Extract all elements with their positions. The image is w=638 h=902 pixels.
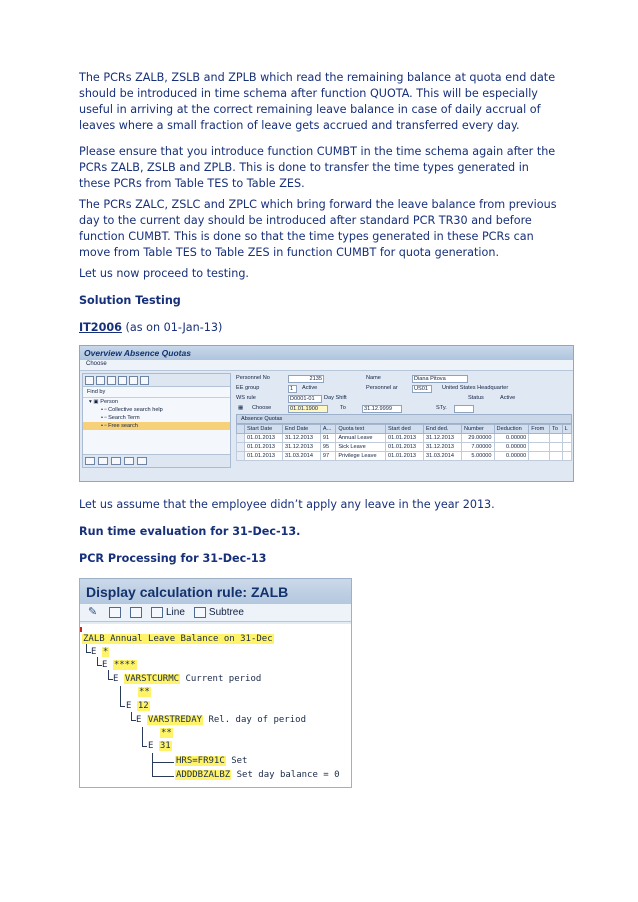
filter-icon[interactable] (98, 457, 108, 465)
status-value: Active (500, 395, 516, 401)
settings-icon[interactable] (140, 376, 149, 385)
absence-quotas-title: Absence Quotas (236, 414, 572, 424)
cell (529, 443, 550, 452)
display-change-icon[interactable]: ✎ (88, 606, 98, 618)
line-icon (151, 607, 163, 618)
it-date: (as on 01-Jan-13) (121, 321, 223, 334)
rule-node-12[interactable]: E 12 (126, 701, 149, 711)
print-icon[interactable] (129, 376, 138, 385)
personnel-no-label: Personnel No (236, 375, 270, 381)
row-selector[interactable] (237, 434, 245, 443)
sap2-toolbar (80, 604, 351, 622)
choose-label: Choose (252, 405, 272, 411)
rule-node-varstcurmc[interactable]: E VARSTCURMC Current period (113, 674, 262, 684)
status-label: Status (468, 395, 484, 401)
cell (529, 452, 550, 461)
col-header[interactable]: Quota text (336, 425, 386, 434)
export-icon[interactable] (124, 457, 134, 465)
personnel-no-field[interactable]: 2135 (288, 375, 324, 383)
grid-icon[interactable] (85, 457, 95, 465)
cell: 0.00000 (494, 452, 529, 461)
choose-to-field[interactable]: 31.12.9999 (362, 405, 402, 413)
rule-node-four-stars[interactable]: E **** (102, 660, 136, 670)
sap2-title: Display calculation rule: ZALB (80, 579, 351, 604)
paragraph-no-leave: Let us assume that the employee didn’t apply any leave in the year 2013. (79, 498, 495, 511)
subtree-button[interactable]: Subtree (194, 607, 244, 618)
heading-pcr-processing: PCR Processing for 31-Dec-13 (79, 552, 267, 565)
find-by-label: Find by (83, 387, 230, 398)
col-header[interactable]: Start ded (386, 425, 424, 434)
ws-rule-text: Day Shift (324, 395, 347, 401)
col-header[interactable]: To (550, 425, 563, 434)
cell: Sick Leave (336, 443, 386, 452)
rule-node-star[interactable]: E * (91, 647, 109, 657)
cell: 31.12.2013 (424, 434, 462, 443)
pers-area-label: Personnel ar (366, 385, 398, 391)
cell: 31.03.2014 (282, 452, 320, 461)
save-icon[interactable] (118, 376, 127, 385)
table-row[interactable] (237, 434, 572, 443)
rule-node-varstreday[interactable]: E VARSTREDAY Rel. day of period (136, 715, 306, 725)
search-tree (83, 398, 230, 430)
object-manager-bottom-toolbar (83, 454, 230, 467)
cell: 97 (320, 452, 335, 461)
ee-group-code[interactable]: 1 (288, 385, 297, 393)
cell: 01.01.2013 (245, 452, 283, 461)
cell: Privilege Leave (336, 452, 386, 461)
sty-field[interactable] (454, 405, 474, 413)
absence-quotas-table (236, 414, 572, 461)
forward-icon[interactable] (96, 376, 105, 385)
cell (550, 452, 563, 461)
cell: 29.00000 (461, 434, 494, 443)
tree-node-person[interactable]: ▾ ▣ Person (89, 399, 118, 405)
col-header[interactable]: Start Date (245, 425, 283, 434)
cell: 31.12.2013 (282, 443, 320, 452)
cell: 01.01.2013 (386, 443, 424, 452)
employee-header (236, 375, 566, 415)
cell: 95 (320, 443, 335, 452)
search-term-icon: ▫ (104, 415, 107, 421)
name-field[interactable]: Diana Pitova (412, 375, 468, 383)
rule-op-adddb[interactable]: ADDDBZALBZ Set day balance = 0 (176, 770, 340, 780)
cell: 0.00000 (494, 434, 529, 443)
cell: 31.12.2013 (282, 434, 320, 443)
calculation-rule-screenshot (79, 578, 352, 788)
table-header-row (237, 425, 572, 434)
cell: 0.00000 (494, 443, 529, 452)
cell (550, 434, 563, 443)
sap1-title: Overview Absence Quotas (80, 346, 573, 360)
cursor-marker (80, 627, 82, 632)
pers-area-text: United States Headquarter (442, 385, 509, 391)
cell: 5.00000 (461, 452, 494, 461)
select-all-column[interactable] (237, 425, 245, 434)
col-header[interactable]: Number (461, 425, 494, 434)
list-icon[interactable] (107, 376, 116, 385)
paragraph-carry-forward: The PCRs ZALC, ZSLC and ZPLC which bring forward the leave balance from previous day to the current day should be introduced after standard PCR TR30 and before function CUMBT. This is done so that the time types generated in these PCRs can move from Table TES to Table ZES in function CUMBT for quota generation. (79, 198, 557, 259)
ee-group-text: Active (302, 385, 318, 391)
cell: Annual Leave (336, 434, 386, 443)
ws-rule-label: WS rule (236, 395, 256, 401)
table-icon[interactable] (130, 607, 142, 618)
col-header[interactable]: A... (320, 425, 335, 434)
choose-from-field[interactable]: 01.01.1900 (288, 405, 328, 413)
cell: 31.03.2014 (424, 452, 462, 461)
rule-op-hrs[interactable]: HRS=FR91C Set (176, 756, 248, 766)
cell (550, 443, 563, 452)
col-header[interactable]: L (562, 425, 571, 434)
row-selector[interactable] (237, 452, 245, 461)
rule-tree (80, 624, 352, 788)
sort-icon[interactable] (111, 457, 121, 465)
cell: 91 (320, 434, 335, 443)
cell: 01.01.2013 (245, 443, 283, 452)
it-code: IT2006 (79, 321, 122, 334)
tree-node-search-term[interactable]: • ▫ Search Term (101, 415, 140, 421)
rule-node-31[interactable]: E 31 (148, 741, 171, 751)
cell: 01.01.2013 (245, 434, 283, 443)
col-header[interactable]: End Date (282, 425, 320, 434)
col-header[interactable]: End ded. (424, 425, 462, 434)
subtree-icon (194, 607, 206, 618)
table-row[interactable] (237, 452, 572, 461)
object-manager-toolbar (83, 374, 230, 387)
rule-header-line[interactable]: ZALB Annual Leave Balance on 31-Dec (83, 634, 273, 644)
paragraph-proceed-testing: Let us now proceed to testing. (79, 267, 249, 280)
object-manager-panel (82, 373, 231, 468)
paragraph-quota-pcrs: The PCRs ZALB, ZSLB and ZPLB which read the remaining balance at quota end date should be introduced in time schema after function QUOTA. This will be especially useful in arriving at the correct remaining leave balance in case of daily accrual of leaves where a small fraction of leave gets accrued and transferred every day. (79, 71, 556, 132)
cell: 7.00000 (461, 443, 494, 452)
col-header[interactable]: Deduction (494, 425, 529, 434)
cell (562, 452, 571, 461)
cell: 31.12.2013 (424, 443, 462, 452)
sty-label: STy. (436, 405, 447, 411)
cell (562, 434, 571, 443)
pers-area-code[interactable]: US01 (412, 385, 432, 393)
tree-node-free-search[interactable]: • ▫ Free search (83, 422, 230, 430)
ee-group-label: EE group (236, 385, 260, 391)
col-header[interactable]: From (529, 425, 550, 434)
cell (562, 443, 571, 452)
name-label: Name (366, 375, 381, 381)
to-label: To (340, 405, 346, 411)
cell (529, 434, 550, 443)
document-icon[interactable] (109, 607, 121, 618)
search-help-icon: ▫ (104, 407, 107, 413)
layout-icon[interactable] (137, 457, 147, 465)
rule-node-double-star-2[interactable]: ** (161, 728, 172, 738)
rule-node-double-star-1[interactable]: ** (139, 687, 150, 697)
paragraph-cumbt: Please ensure that you introduce function CUMBT in the time schema again after the PCRs ZALB, ZSLB and ZPLB. This is done to transfer the time types generated in these PCRs from Table TES to Table ZES. (79, 145, 556, 190)
back-icon[interactable] (85, 376, 94, 385)
person-icon: ▣ (93, 399, 99, 405)
cell: 01.01.2013 (386, 452, 424, 461)
heading-solution-testing: Solution Testing (79, 294, 181, 307)
choose-icon[interactable]: ▦ (238, 405, 244, 411)
free-search-icon: ▫ (104, 423, 107, 429)
ws-rule-field[interactable]: D0001-01 (288, 395, 322, 403)
absence-quotas-screenshot (79, 345, 574, 482)
tree-node-collective[interactable]: • ▫ Collective search help (101, 407, 163, 413)
row-selector[interactable] (237, 443, 245, 452)
cell: 01.01.2013 (386, 434, 424, 443)
sap1-menu-choose[interactable]: Choose (80, 360, 573, 371)
table-row[interactable] (237, 443, 572, 452)
line-button[interactable]: Line (151, 607, 185, 618)
heading-run-time-evaluation: Run time evaluation for 31-Dec-13. (79, 525, 301, 538)
heading-it2006 (79, 320, 557, 336)
